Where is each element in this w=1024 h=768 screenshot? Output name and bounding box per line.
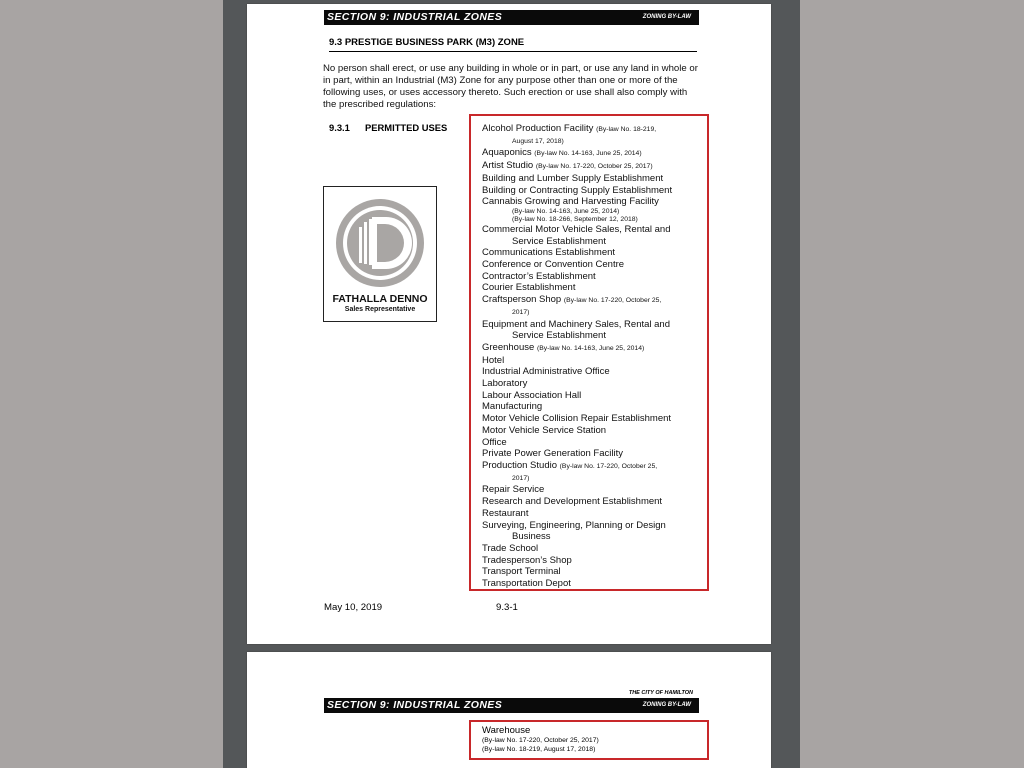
permitted-uses-label: PERMITTED USES <box>365 122 448 133</box>
use-name: Alcohol Production Facility <box>482 123 594 134</box>
use-name: Equipment and Machinery Sales, Rental and <box>482 318 671 330</box>
use-item <box>482 578 707 590</box>
document-viewer[interactable] <box>223 0 800 768</box>
use-name: Contractor’s Establishment <box>482 270 596 282</box>
use-note: (By-law No. 18-219, August 17, 2018) <box>482 746 596 753</box>
use-item <box>482 224 707 247</box>
section-header-bar <box>324 10 699 25</box>
use-bylaw-note: (By-law No. 14-163, June 25, 2014) <box>536 344 645 352</box>
use-item <box>482 508 707 520</box>
use-item <box>482 543 707 555</box>
use-continuation: Service Establishment <box>512 235 606 247</box>
use-item <box>482 496 707 508</box>
use-item <box>482 448 707 460</box>
use-name: Industrial Administrative Office <box>482 366 610 378</box>
use-item <box>482 185 707 197</box>
use-name: Manufacturing <box>482 401 543 413</box>
agent-role: Sales Representative <box>344 306 416 313</box>
city-label: THE CITY OF HAMILTON <box>628 690 693 696</box>
use-bylaw-note: (By-law No. 18-266, September 12, 2018) <box>512 215 638 223</box>
use-name: Motor Vehicle Service Station <box>482 424 607 436</box>
intro-paragraph: No person shall erect, or use any building in whole or in part, or use any land in whole or in part, within an Industrial (M3) Zone for any purpose other than one or more of the following uses, or uses accessory thereto. Such erection or use shall also comply with the prescribed regulations: <box>323 63 698 110</box>
use-item <box>482 271 707 283</box>
footer-date: May 10, 2019 <box>324 602 383 613</box>
use-item <box>482 555 707 567</box>
use-name: Restaurant <box>482 507 529 519</box>
use-continuation: Service Establishment <box>512 330 606 342</box>
document-page-1 <box>247 4 771 644</box>
use-name: Craftsperson Shop <box>482 294 562 306</box>
agent-name: FATHALLA DENNO <box>332 293 428 305</box>
use-continuation: August 17, 2018) <box>512 137 564 145</box>
use-bylaw-note: (By-law No. 17-220, October 25, <box>563 297 662 305</box>
use-name: Repair Service <box>482 484 545 496</box>
use-item <box>482 282 707 294</box>
document-page-2 <box>247 652 771 768</box>
use-name: Building and Lumber Supply Establishment <box>482 172 664 184</box>
use-item <box>482 259 707 271</box>
use-name: Artist Studio <box>482 160 534 172</box>
use-name: Transportation Depot <box>482 578 571 590</box>
use-name: Office <box>482 436 507 448</box>
zone-subheading: 9.3 PRESTIGE BUSINESS PARK (M3) ZONE <box>329 37 697 52</box>
use-name: Greenhouse <box>482 341 535 353</box>
use-item <box>482 460 707 484</box>
use-name: Building or Contracting Supply Establishment <box>482 184 673 196</box>
use-item-warehouse: Warehouse <box>482 725 531 736</box>
permitted-uses-list <box>482 123 707 590</box>
use-item <box>482 319 707 342</box>
use-name: Trade School <box>482 542 539 554</box>
use-name: Cannabis Growing and Harvesting Facility <box>482 196 659 208</box>
use-item <box>482 355 707 367</box>
use-item <box>482 520 707 543</box>
use-item <box>482 378 707 390</box>
use-bylaw-note: (By-law No. 14-163, June 25, 2014) <box>512 207 620 215</box>
use-item <box>482 196 707 224</box>
use-name: Laboratory <box>482 378 528 390</box>
use-name: Commercial Motor Vehicle Sales, Rental and <box>482 223 671 235</box>
d-monogram-icon <box>332 191 428 291</box>
use-item <box>482 173 707 185</box>
use-item <box>482 425 707 437</box>
use-item <box>482 294 707 318</box>
use-name: Tradesperson’s Shop <box>482 554 572 566</box>
use-item <box>482 484 707 496</box>
use-continuation: 2017) <box>512 308 530 316</box>
use-name: Courier Establishment <box>482 282 576 294</box>
use-name: Surveying, Engineering, Planning or Design <box>482 519 666 531</box>
use-bylaw-note: (By-law No. 14-163, June 25, 2014) <box>534 150 642 158</box>
use-continuation: 2017) <box>512 474 530 482</box>
section-header-right-2: ZONING BY-LAW <box>642 702 691 708</box>
use-continuation: Business <box>512 531 551 543</box>
use-item <box>482 147 707 160</box>
section-header-right: ZONING BY-LAW <box>642 14 691 20</box>
section-title: SECTION 9: INDUSTRIAL ZONES <box>327 11 503 23</box>
use-item <box>482 342 707 355</box>
use-item <box>482 566 707 578</box>
use-name: Transport Terminal <box>482 566 561 578</box>
use-bylaw-note: (By-law No. 17-220, October 25, 2017) <box>535 163 653 171</box>
use-note: (By-law No. 17-220, October 25, 2017) <box>482 737 599 744</box>
use-bylaw-note: (By-law No. 18-219, <box>596 126 657 133</box>
use-name: Research and Development Establishment <box>482 496 663 508</box>
use-name: Aquaponics <box>482 147 532 159</box>
footer-page-number: 9.3-1 <box>496 602 518 613</box>
section-title-2: SECTION 9: INDUSTRIAL ZONES <box>327 699 503 711</box>
use-item <box>482 160 707 173</box>
use-name: Conference or Convention Centre <box>482 259 625 271</box>
use-name: Motor Vehicle Collision Repair Establishment <box>482 413 672 425</box>
use-name: Private Power Generation Facility <box>482 448 623 460</box>
use-item <box>482 366 707 378</box>
section-header-bar-2 <box>324 698 699 713</box>
agent-logo-card <box>323 186 437 322</box>
use-item <box>482 247 707 259</box>
use-name: Production Studio <box>482 459 557 471</box>
use-bylaw-note: (By-law No. 17-220, October 25, <box>559 462 658 470</box>
permitted-uses-number: 9.3.1 <box>329 122 350 133</box>
use-item <box>482 437 707 449</box>
use-name: Hotel <box>482 354 505 366</box>
use-name: Labour Association Hall <box>482 389 582 401</box>
use-item <box>482 413 707 425</box>
use-item <box>482 390 707 402</box>
use-item <box>482 401 707 413</box>
use-name: Communications Establishment <box>482 247 616 259</box>
use-item <box>482 123 707 147</box>
